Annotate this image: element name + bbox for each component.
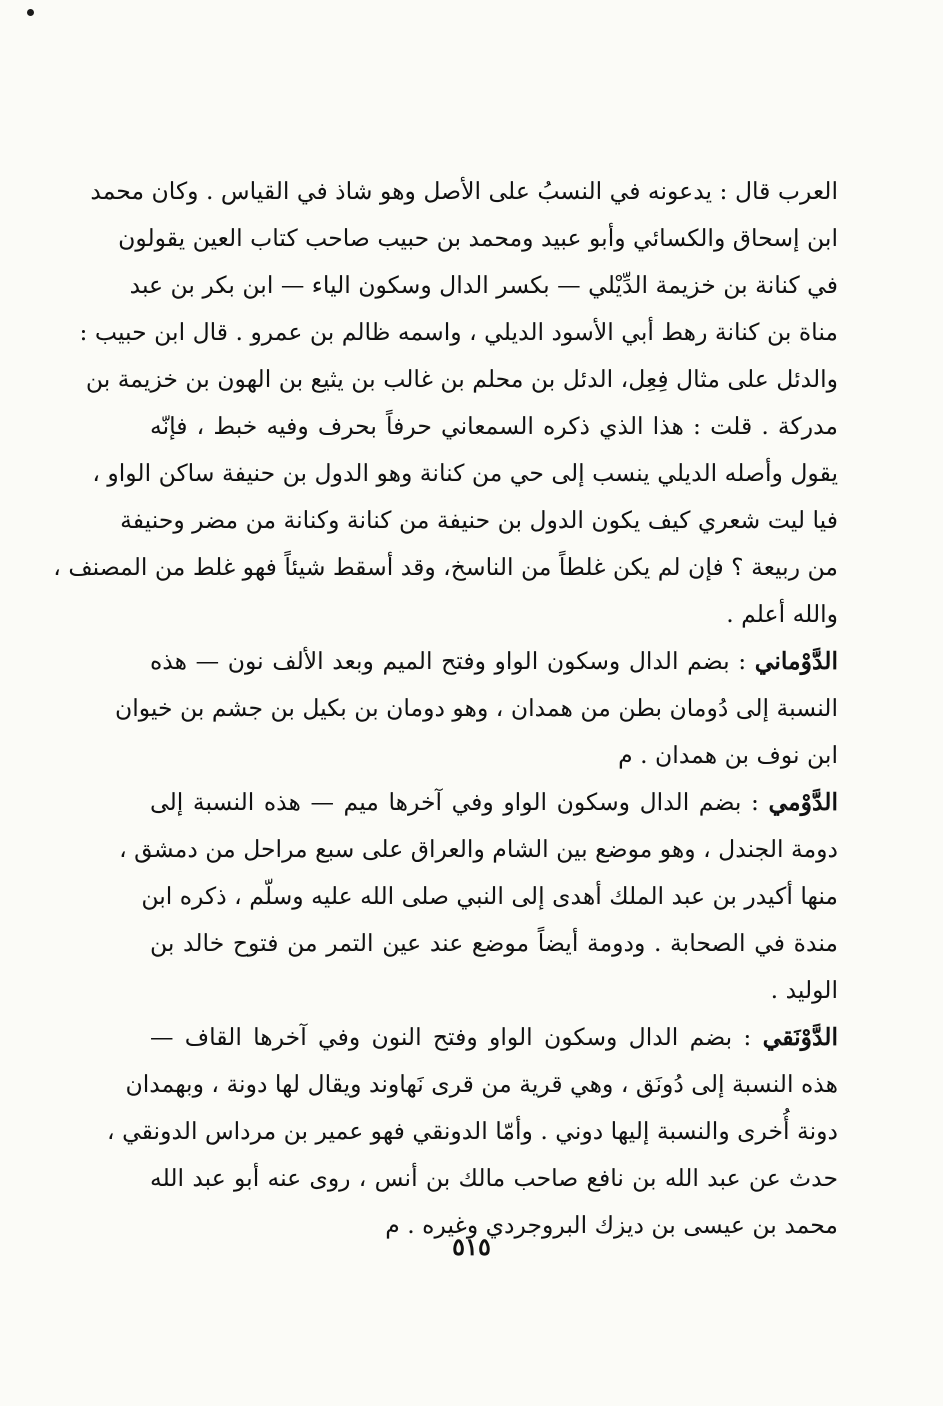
entry-heading: الدَّوْمي [768, 788, 838, 816]
entry-first-line [150, 779, 838, 826]
text-line: منها أكيدر بن عبد الملك أهدى إلى النبي صلى الله عليه وسلّم ، ذكره ابن [141, 882, 838, 910]
text-line: النسبة إلى دُومان بطن من همدان ، وهو دومان بن بكيل بن جشم بن خيوان [114, 694, 838, 722]
entry-dawmani [114, 638, 838, 779]
body-text [53, 168, 838, 1249]
ink-spot [27, 9, 34, 16]
text-line: الوليد . [770, 976, 838, 1004]
text-line: محمد بن عيسى بن ديزك البروجردي وغيره . م [385, 1211, 838, 1239]
page-number: ٥١٥ [452, 1232, 491, 1261]
entry-dawmi [119, 779, 838, 1014]
text-line: دومة الجندل ، وهو موضع بين الشام والعراق على سبع مراحل من دمشق ، [119, 835, 838, 863]
text-line: ابن إسحاق والكسائي وأبو عبيد ومحمد بن حبيب صاحب كتاب العين يقولون [118, 224, 838, 252]
entry-text: : بضم الدال وسكون الواو وفي آخرها ميم — هذه النسبة إلى [150, 788, 769, 816]
text-line: في كنانة بن خزيمة الدِّيْلي — بكسر الدال وسكون الياء — ابن بكر بن عبد [129, 271, 838, 299]
entry-text: : بضم الدال وسكون الواو وفتح النون وفي آخرها القاف — [150, 1023, 763, 1051]
entry-heading: الدَّوْماني [754, 647, 838, 675]
text-line: دونة أُخرى والنسبة إليها دوني . وأمّا الدونقي فهو عمير بن مرداس الدونقي ، [107, 1117, 838, 1145]
text-line: حدث عن عبد الله بن نافع صاحب مالك بن أنس ، روى عنه أبو عبد الله [150, 1164, 838, 1192]
text-line: ابن نوف بن همدان . م [618, 741, 838, 769]
text-line: مندة في الصحابة . ودومة أيضاً موضع عند عين التمر من فتوح خالد بن [150, 929, 838, 957]
text-line: من ربيعة ؟ فإن لم يكن غلطاً من الناسخ، وقد أسقط شيئاً فهو غلط من المصنف ، [53, 553, 838, 581]
text-line: والدئل على مثال فِعِل، الدئل بن محلم بن غالب بن يثيع بن الهون بن خزيمة بن [85, 365, 838, 393]
entry-dawnaqi [107, 1014, 838, 1249]
text-line: هذه النسبة إلى دُونَق ، وهي قرية من قرى نَهاوند ويقال لها دونة ، وبهمدان [125, 1070, 838, 1098]
entry-first-line [150, 638, 838, 685]
entry-first-line [150, 1014, 838, 1061]
entry-heading: الدَّوْنَقي [762, 1023, 838, 1051]
text-line: العرب قال : يدعونه في النسبُ على الأصل وهو شاذ في القياس . وكان محمد [90, 177, 838, 205]
text-line: مدركة . قلت : هذا الذي ذكره السمعاني حرفاً بحرف وفيه خبط ، فإنّه [150, 412, 838, 440]
text-line: يقول وأصله الديلي ينسب إلى حي من كنانة وهو الدول بن حنيفة ساكن الواو ، [92, 459, 838, 487]
entry-text: : بضم الدال وسكون الواو وفتح الميم وبعد الألف نون — هذه [150, 647, 755, 675]
text-line: فيا ليت شعري كيف يكون الدول بن حنيفة من كنانة وكنانة من مضر وحنيفة [120, 506, 838, 534]
paragraph-continuation [53, 168, 838, 638]
text-line: والله أعلم . [726, 600, 838, 628]
text-line: مناة بن كنانة رهط أبي الأسود الديلي ، واسمه ظالم بن عمرو . قال ابن حبيب : [79, 318, 838, 346]
